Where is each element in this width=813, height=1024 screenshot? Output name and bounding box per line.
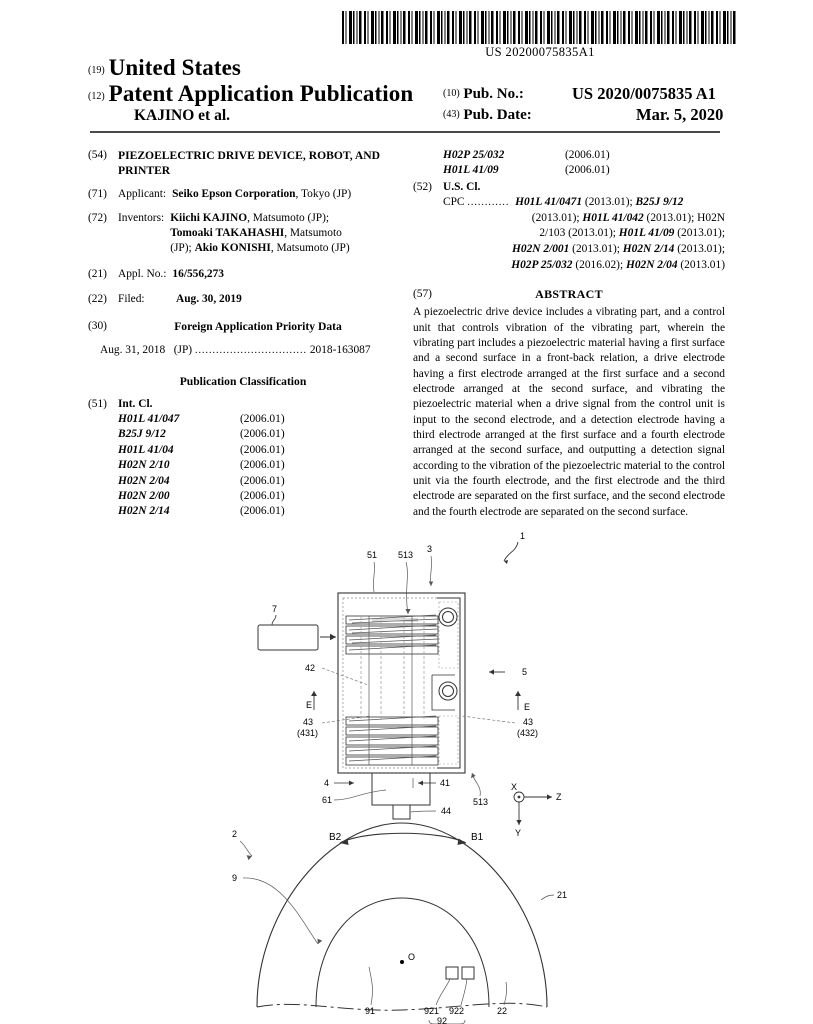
code-52: (52): [413, 180, 432, 193]
label-21: 21: [557, 890, 568, 900]
inventor-row: [170, 226, 398, 241]
applicant-label: Applicant:: [118, 188, 167, 201]
header-divider: [90, 131, 720, 133]
label-7: 7: [272, 604, 278, 614]
inventor-rest: , Matsumoto (JP);: [247, 212, 330, 225]
invention-title: PIEZOELECTRIC DRIVE DEVICE, ROBOT, AND PRINTER: [118, 149, 380, 178]
label-O: O: [408, 952, 416, 962]
field-applicant: [88, 187, 398, 202]
label-E-left: E: [306, 700, 313, 710]
abstract-text: A piezoelectric drive device includes a vibrating part, and a control unit that controls vibration of the vibrating part, wherein the vibrating part includes a piezoelectric material having a first surface and a second surface in a front-back relation, a drive electrode having a first electrode arranged at the first surface and a second electrode arranged at the second surface, and vibrating the piezoelectric material when a drive signal from the control unit is input to the second electrode, and a detection electrode having a third electrode arranged at the first surface and a fourth electrode arranged at the second surface, and outputting a detection signal according to the vibration of the piezoelectric material to the control unit via the fourth electrode, and the first electrode and the third electrode are separated on the first surface, and the second electrode and the fourth electrode are separated on the second surface.: [413, 306, 725, 518]
code-71: (71): [88, 188, 107, 201]
intcl-row: [118, 504, 398, 519]
pubdate-label: Pub. Date:: [463, 107, 532, 123]
label-9: 9: [232, 873, 238, 883]
applicant-name: Seiko Epson Corporation: [172, 188, 296, 201]
intcl-row: [118, 474, 398, 489]
label-5: 5: [522, 667, 528, 677]
cpc-line: H02N 2/001 (2013.01); H02N 2/14 (2013.01);: [512, 243, 725, 256]
label-61: 61: [322, 795, 333, 805]
country-name: United States: [108, 55, 241, 80]
uscl-label: U.S. Cl.: [443, 180, 481, 193]
field-intcl: [88, 397, 398, 412]
priority-row: [100, 343, 398, 358]
priority-date: Aug. 31, 2018: [100, 343, 166, 356]
patent-figure: [0, 520, 813, 1024]
inventors-label: Inventors:: [118, 212, 165, 225]
code-21: (21): [88, 268, 107, 281]
cpc-line: [443, 195, 725, 211]
code-19: (19): [88, 65, 105, 76]
label-B2: B2: [329, 832, 342, 843]
label-B1: B1: [471, 832, 484, 843]
cpc-block: [443, 195, 725, 274]
intcl-row: [118, 427, 398, 442]
label-432: (432): [517, 728, 539, 738]
filed-label: Filed:: [118, 293, 145, 306]
label-922: 922: [449, 1006, 465, 1016]
pubno-label: Pub. No.:: [463, 86, 524, 102]
inventor-name: Tomoaki TAKAHASHI: [170, 227, 285, 240]
inventor-name: Kiichi KAJINO: [170, 212, 248, 225]
intcl-code: H01L 41/047: [118, 413, 180, 426]
barcode-number: US 20200075835A1: [485, 45, 595, 59]
country-line: [88, 55, 241, 81]
left-column: [88, 148, 398, 520]
intcl-row: [118, 489, 398, 504]
label-22: 22: [497, 1006, 508, 1016]
label-51: 51: [367, 550, 378, 560]
label-513: 513: [398, 550, 414, 560]
label-921: 921: [424, 1006, 440, 1016]
field-foreign-priority: [88, 319, 398, 334]
intcl-date: (2006.01): [240, 443, 285, 456]
intcl-code: H02N 2/04: [118, 474, 170, 487]
applicant-value: [172, 187, 398, 202]
code-51: (51): [88, 398, 107, 411]
code-54: (54): [88, 149, 107, 161]
inventor-row: [170, 241, 398, 256]
doc-type-line: [88, 81, 413, 107]
cpc-label: CPC: [443, 195, 465, 208]
code-22: (22): [88, 293, 107, 306]
doc-type: Patent Application Publication: [108, 81, 414, 106]
label-91: 91: [365, 1006, 376, 1016]
intcl-row: [118, 458, 398, 473]
applno-label: Appl. No.:: [118, 268, 167, 281]
cpc-line: 2/103 (2013.01); H01L 41/09 (2013.01);: [539, 227, 725, 240]
intcl-code: B25J 9/12: [118, 428, 166, 441]
label-43-right: 43: [523, 717, 534, 727]
intcl-label: Int. Cl.: [118, 398, 153, 411]
code-12: (12): [88, 91, 105, 102]
intcl-continued-table: [443, 148, 725, 179]
field-title: [88, 148, 398, 178]
priority-number: 2018-163087: [309, 343, 371, 356]
pubno-line: [443, 86, 524, 103]
inventor-rest: , Matsumoto: [284, 227, 342, 240]
label-42: 42: [305, 663, 316, 673]
pubdate-value: Mar. 5, 2020: [636, 105, 724, 124]
axis-label-y: Y: [515, 828, 522, 838]
cpc-line: (2013.01); H01L 41/042 (2013.01); H02N: [531, 211, 725, 224]
abstract-header: [413, 287, 725, 303]
inventor-pre: (JP);: [170, 242, 195, 255]
label-E-right: E: [524, 702, 531, 712]
intcl-table: [118, 412, 398, 520]
filed-value: Aug. 30, 2019: [176, 293, 242, 306]
intcl-date: (2006.01): [240, 490, 285, 503]
inventors-value: [170, 211, 398, 256]
intcl-code: H01L 41/09: [443, 164, 499, 177]
cpc-dots: ............: [467, 196, 510, 208]
label-41: 41: [440, 778, 451, 788]
intcl-row: [118, 412, 398, 427]
label-92: 92: [436, 1016, 448, 1024]
label-3: 3: [427, 544, 433, 554]
intcl-date: (2006.01): [240, 474, 285, 487]
intcl-date: (2006.01): [240, 459, 285, 472]
intcl-row: [443, 163, 725, 178]
pubno-value: US 2020/0075835 A1: [572, 84, 716, 103]
applicant-short: KAJINO et al.: [134, 107, 231, 124]
label-431: (431): [297, 728, 319, 738]
field-filed: [88, 292, 398, 307]
field-inventors: [88, 211, 398, 256]
inventor-rest: , Matsumoto (JP): [270, 242, 350, 255]
code-57: (57): [413, 287, 432, 300]
applicant-rest: , Tokyo (JP): [295, 188, 352, 201]
intcl-date: (2006.01): [240, 428, 285, 441]
applno-value: 16/556,273: [172, 268, 224, 281]
code-43: (43): [443, 109, 460, 120]
label-2: 2: [232, 829, 238, 839]
intcl-date: (2006.01): [240, 505, 285, 518]
label-44: 44: [441, 806, 452, 816]
priority-dots: ................................: [194, 344, 307, 356]
abstract-title: ABSTRACT: [535, 286, 603, 301]
intcl-code: H02P 25/032: [443, 149, 505, 161]
intcl-code: H01L 41/04: [118, 443, 174, 456]
axis-label-z: Z: [556, 792, 562, 802]
right-column: [413, 148, 725, 520]
intcl-date: (2006.01): [240, 413, 285, 426]
intcl-date: (2006.01): [565, 149, 610, 161]
code-10: (10): [443, 88, 460, 99]
intcl-date: (2006.01): [565, 164, 610, 177]
inventor-row: [170, 211, 398, 226]
intcl-row: [118, 443, 398, 458]
label-513-bottom: 513: [473, 797, 489, 807]
barcode-block: [342, 11, 738, 60]
label-43-left: 43: [303, 717, 314, 727]
field-uscl: [413, 180, 725, 195]
intcl-row: [443, 148, 725, 163]
code-72: (72): [88, 212, 107, 225]
label-4: 4: [324, 778, 330, 788]
figure-drawing: [0, 520, 813, 1024]
intcl-code: H02N 2/10: [118, 459, 170, 472]
publication-classification-heading: Publication Classification: [179, 374, 307, 388]
label-1: 1: [520, 531, 526, 541]
priority-country: (JP): [173, 343, 193, 356]
cpc-text: H01L 41/0471 (2013.01); B25J 9/12: [515, 195, 684, 208]
foreign-priority-heading: Foreign Application Priority Data: [174, 320, 342, 334]
cpc-line: H02P 25/032 (2016.02); H02N 2/04 (2013.01): [511, 258, 725, 271]
axis-label-x: X: [511, 782, 518, 792]
intcl-code: H02N 2/14: [118, 505, 170, 518]
intcl-code: H02N 2/00: [118, 490, 170, 503]
field-applno: [88, 267, 398, 282]
pubdate-line: [443, 107, 532, 124]
code-30: (30): [88, 320, 107, 333]
barcode-image: [342, 11, 738, 44]
inventor-name: Akio KONISHI: [194, 242, 271, 255]
